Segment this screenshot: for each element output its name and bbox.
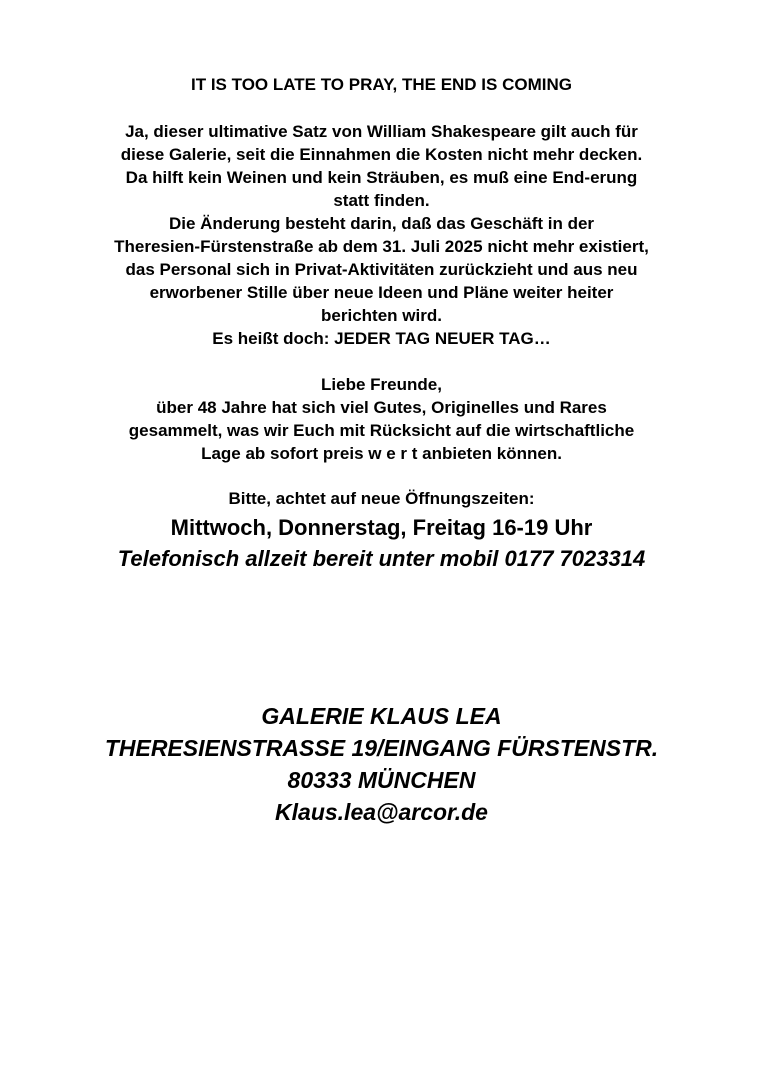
street-address: THERESIENSTRASSE 19/EINGANG FÜRSTENSTR. [104,735,659,761]
phone-contact: Telefonisch allzeit bereit unter mobil 0177 7023314 [117,546,646,571]
paragraph-line: über 48 Jahre hat sich viel Gutes, Originelles und Rares [156,398,607,417]
page-heading: IT IS TOO LATE TO PRAY, THE END IS COMING [191,75,572,94]
paragraph-line: Theresien-Fürstenstraße ab dem 31. Juli 2025 nicht mehr existiert, [114,237,649,256]
paragraph-line: Die Änderung besteht darin, daß das Geschäft in der [168,214,595,233]
paragraph-line: Es heißt doch: JEDER TAG NEUER TAG… [212,329,551,348]
opening-hours: Mittwoch, Donnerstag, Freitag 16-19 Uhr [170,515,593,540]
postal-city: 80333 MÜNCHEN [287,767,476,793]
paragraph-line: das Personal sich in Privat-Aktivitäten zurückzieht und aus neu [125,260,638,279]
gallery-name: GALERIE KLAUS LEA [261,703,502,729]
opening-hours-notice: Bitte, achtet auf neue Öffnungszeiten: [228,489,535,508]
paragraph-line: berichten wird. [321,306,442,325]
paragraph-line: gesammelt, was wir Euch mit Rücksicht auf die wirtschaftliche [128,421,635,440]
paragraph-line: Da hilft kein Weinen und kein Sträuben, es muß eine End-erung [125,168,638,187]
paragraph-line: Liebe Freunde, [321,375,442,394]
paragraph-line: diese Galerie, seit die Einnahmen die Kosten nicht mehr decken. [120,145,643,164]
friends-paragraph [0,373,763,465]
paragraph-line: Ja, dieser ultimative Satz von William Shakespeare gilt auch für [125,122,638,141]
closing-announcement-paragraph [0,120,763,350]
paragraph-line: Lage ab sofort preis w e r t anbieten können. [201,444,562,463]
paragraph-line: erworbener Stille über neue Ideen und Pläne weiter heiter [149,283,614,302]
email-address: Klaus.lea@arcor.de [275,799,488,825]
gallery-address [0,700,763,828]
paragraph-line: statt finden. [333,191,430,210]
